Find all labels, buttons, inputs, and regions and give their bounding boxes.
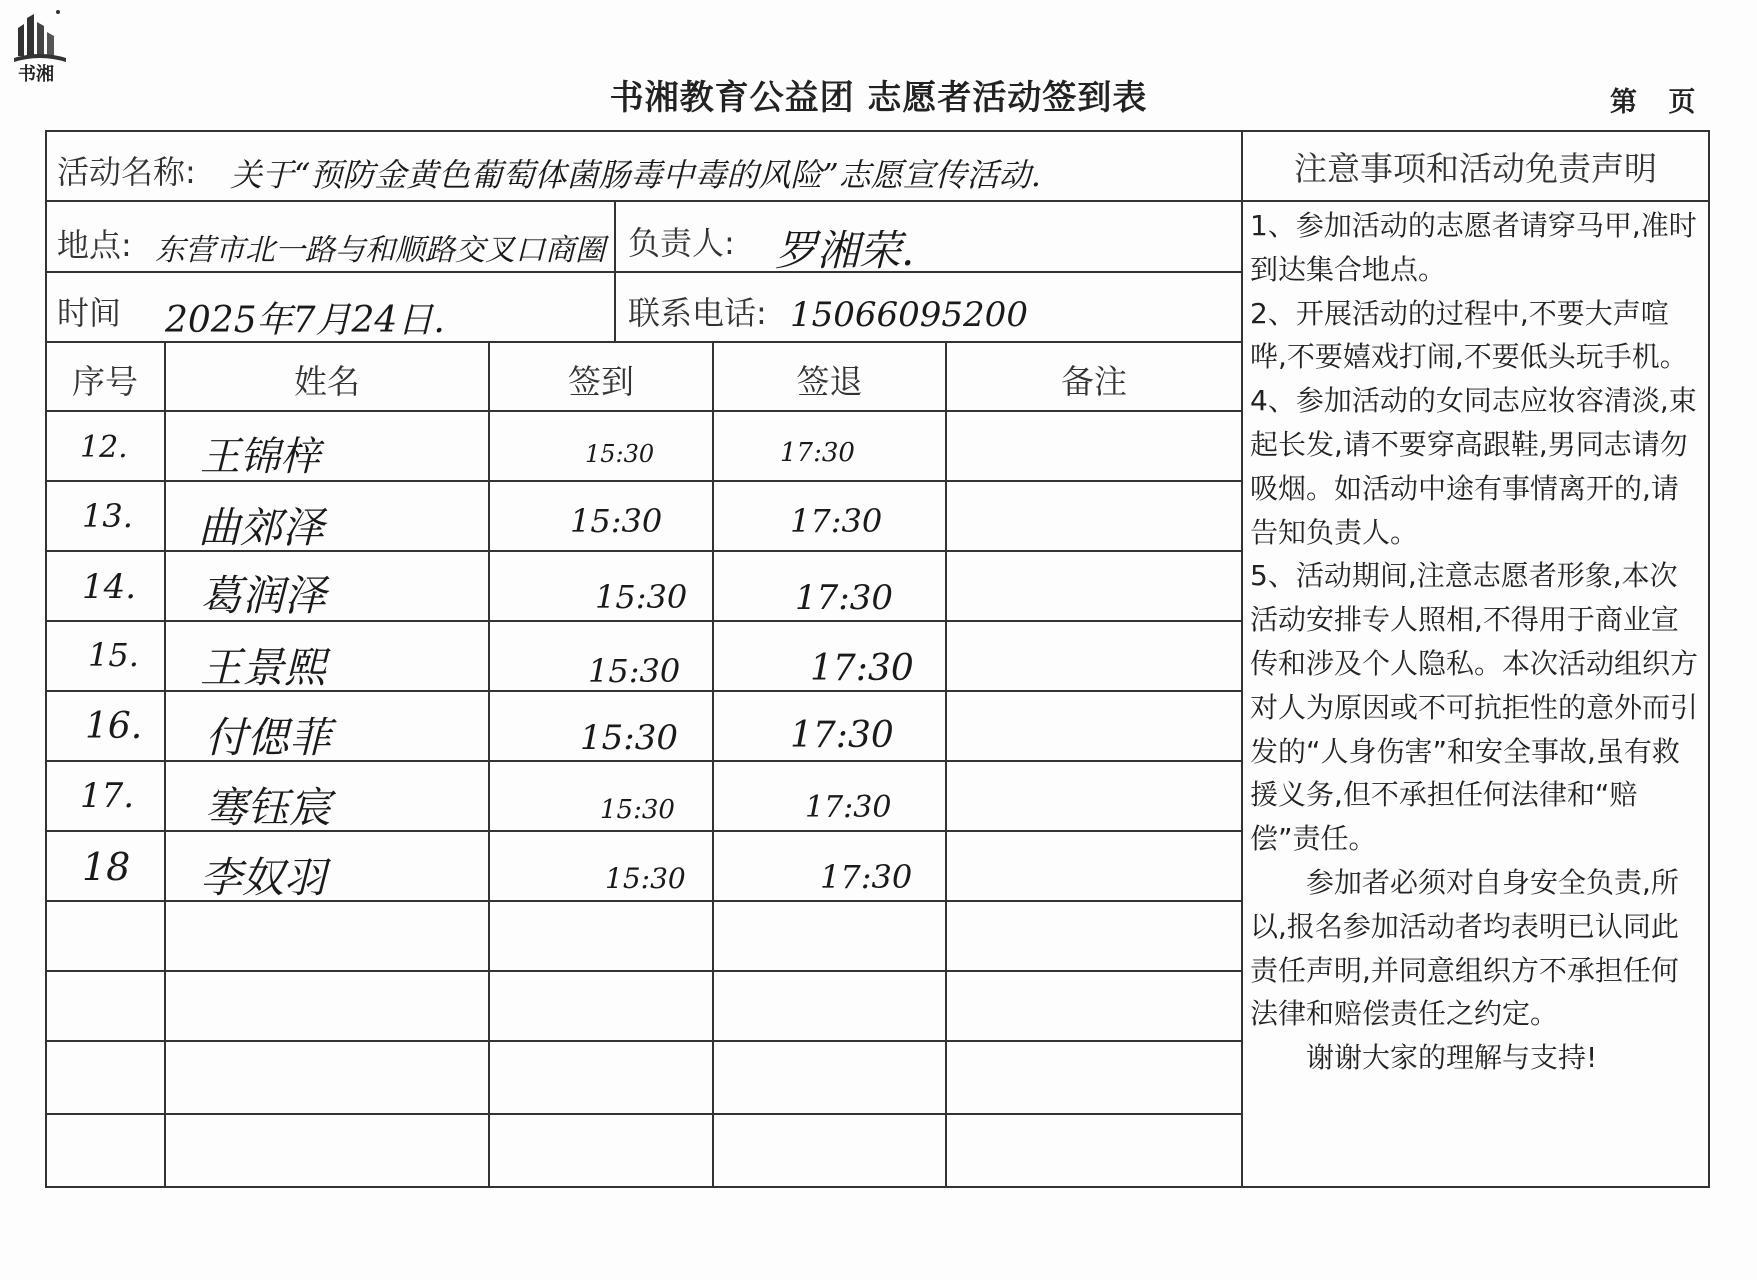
- row-name: 葛润泽: [200, 571, 327, 620]
- time-label: 时间: [57, 294, 122, 332]
- row-signin: 15:30: [588, 652, 681, 690]
- activity-name-label: 活动名称:: [57, 153, 196, 191]
- location-value: 东营市北一路与和顺路交叉口商圈: [155, 233, 605, 268]
- row-signout: 17:30: [810, 648, 914, 689]
- row-no: 16.: [85, 706, 143, 747]
- notice-title: 注意事项和活动免责声明: [1294, 149, 1657, 188]
- notice-body: [1250, 204, 1705, 1080]
- row-name: 王景熙: [200, 643, 327, 692]
- row-no: 13.: [82, 497, 133, 535]
- row-no: 17.: [80, 776, 135, 816]
- row-signin: 15:30: [580, 718, 678, 758]
- row-signin: 15:30: [600, 795, 675, 825]
- col-header-name: 姓名: [294, 362, 360, 401]
- row-signout: 17:30: [790, 715, 894, 756]
- notice-thanks: 谢谢大家的理解与支持!: [1306, 1041, 1598, 1075]
- row-name: 王锦梓: [200, 434, 320, 480]
- row-signout: 17:30: [790, 502, 883, 540]
- notice-item-2: 2、开展活动的过程中,不要大声喧哗,不要嬉戏打闹,不要低头玩手机。: [1250, 296, 1688, 374]
- notice-item-4: 4、参加活动的女同志应妆容清淡,束起长发,请不要穿高跟鞋,男同志请勿吸烟。如活动中途有事情离开的,请告知负责人。: [1250, 384, 1697, 549]
- notice-responsibility: 参加者必须对自身安全负责,所以,报名参加活动者均表明已认同此责任声明,并同意组织方不承担任何法律和赔偿责任之约定。: [1250, 865, 1679, 1031]
- phone-value: 15066095200: [790, 295, 1028, 335]
- row-signout: 17:30: [795, 578, 893, 618]
- col-header-note: 备注: [1061, 362, 1127, 401]
- row-signout: 17:30: [820, 858, 913, 896]
- row-signin: 15:30: [585, 440, 655, 468]
- row-name: 付偲菲: [205, 713, 332, 762]
- row-name: 骞钰宸: [205, 783, 332, 832]
- col-header-no: 序号: [72, 362, 138, 401]
- col-header-signin: 签到: [568, 362, 634, 401]
- location-label: 地点:: [57, 226, 132, 264]
- leader-label: 负责人:: [628, 224, 735, 262]
- activity-name-value: 关于“预防金黄色葡萄体菌肠毒中毒的风险”志愿宣传活动.: [230, 156, 1041, 194]
- row-no: 18: [82, 845, 131, 889]
- row-name: 曲郊泽: [198, 503, 325, 552]
- notice-item-1: 1、参加活动的志愿者请穿马甲,准时到达集合地点。: [1250, 209, 1697, 286]
- notice-item-5: 5、活动期间,注意志愿者形象,本次活动安排专人照相,不得用于商业宣传和涉及个人隐私。本次活动组织方对人为原因或不可抗拒性的意外而引发的“人身伤害”和安全事故,虽有救援义务,但不承担任何法律和“赔偿”责任。: [1250, 559, 1699, 856]
- logo-text: 书湘: [18, 64, 54, 85]
- row-signout: 17:30: [780, 438, 855, 468]
- row-signout: 17:30: [805, 790, 892, 825]
- row-no: 14.: [82, 567, 137, 607]
- col-header-signout: 签退: [796, 362, 863, 401]
- row-signin: 15:30: [570, 502, 663, 540]
- phone-label: 联系电话:: [628, 294, 767, 332]
- row-no: 12.: [80, 430, 128, 465]
- row-signin: 15:30: [605, 862, 686, 895]
- time-value: 2025年7月24日.: [165, 300, 445, 341]
- row-no: 15.: [88, 636, 139, 674]
- page-number-label: 第 页: [1610, 87, 1696, 118]
- row-name: 李奴羽: [200, 853, 327, 902]
- leader-value: 罗湘荣.: [775, 226, 915, 275]
- page-title: 书湘教育公益团 志愿者活动签到表: [609, 78, 1148, 118]
- row-signin: 15:30: [595, 578, 688, 616]
